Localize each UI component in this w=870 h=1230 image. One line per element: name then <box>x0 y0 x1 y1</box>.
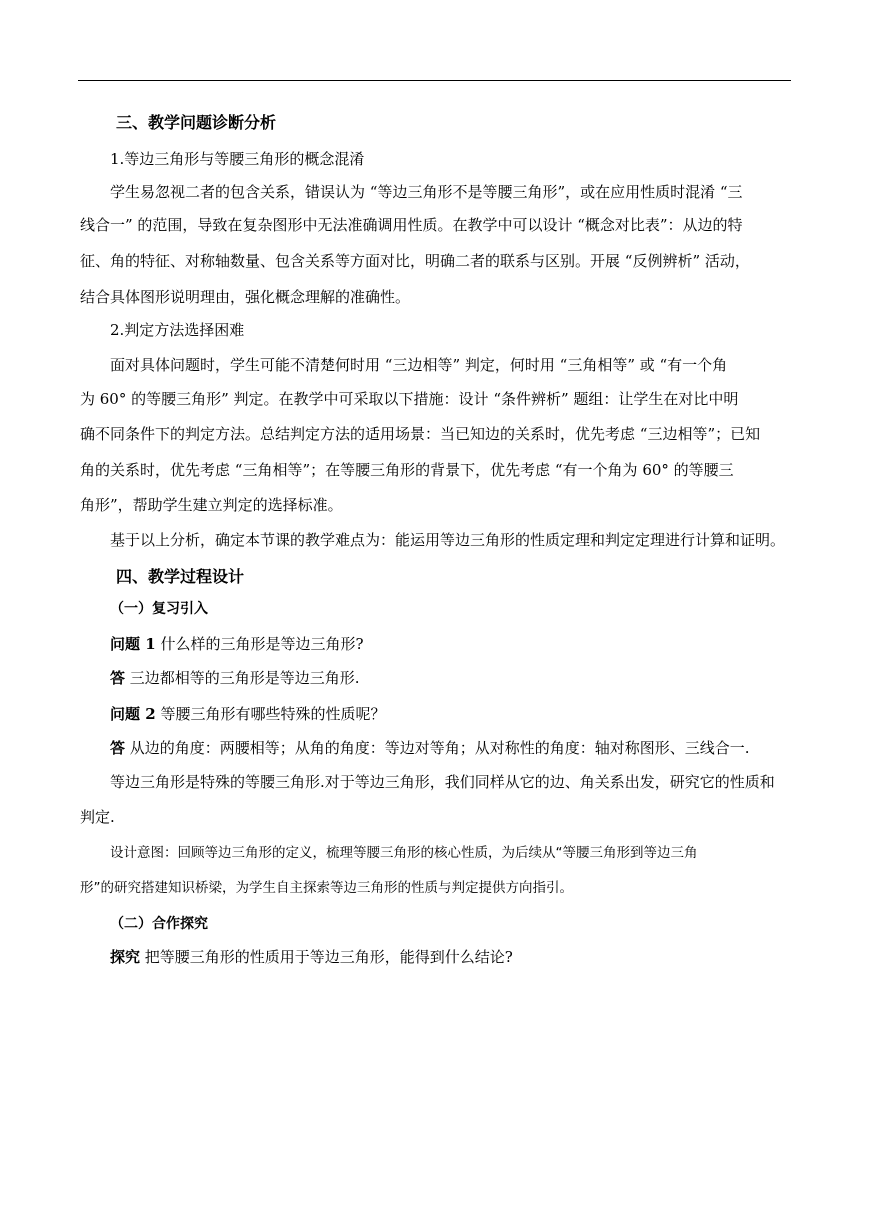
answer-1 <box>110 668 360 688</box>
part1-title: （一）复习引入 <box>110 601 208 617</box>
answer-2-label: 答 <box>110 739 126 757</box>
equilateral-paragraph-line: 等边三角形是特殊的等腰三角形.对于等边三角形，我们同样从它的边、角关系出发，研究它的性质和 <box>110 773 775 791</box>
item2-line: 角的关系时，优先考虑 “三角相等”；在等腰三角形的背景下，优先考虑 “有一个角为 60° 的等腰三 <box>80 461 734 479</box>
item1-line: 线合一” 的范围，导致在复杂图形中无法准确调用性质。在教学中可以设计 “概念对比表”：从边的特 <box>80 216 743 234</box>
question-2-text: 等腰三角形有哪些特殊的性质呢？ <box>160 705 386 723</box>
question-1-text: 什么样的三角形是等边三角形? <box>160 635 364 653</box>
answer-2 <box>110 738 750 758</box>
question-1 <box>110 634 364 654</box>
item2-line: 为 60° 的等腰三角形” 判定。在教学中可采取以下措施：设计 “条件辨析” 题组：让学生在对比中明 <box>80 390 739 408</box>
answer-1-text: 三边都相等的三角形是等边三角形. <box>129 669 360 687</box>
item1-line: 结合具体图形说明理由，强化概念理解的准确性。 <box>80 288 411 306</box>
explore-text: 把等腰三角形的性质用于等边三角形，能得到什么结论? <box>144 948 513 966</box>
section-heading-diagnosis: 三、教学问题诊断分析 <box>116 113 277 132</box>
item2-title: 2.判定方法选择困难 <box>110 321 245 339</box>
item2-line: 面对具体问题时，学生可能不清楚何时用 “三边相等” 判定，何时用 “三角相等” 或 “有一个角 <box>110 356 728 374</box>
item1-line: 学生易忽视二者的包含关系，错误认为 “等边三角形不是等腰三角形”，或在应用性质时混淆 “三 <box>110 183 743 201</box>
question-2 <box>110 704 385 724</box>
equilateral-paragraph-line: 判定. <box>80 808 115 826</box>
question-2-label: 问题 2 <box>110 705 156 723</box>
question-1-label: 问题 1 <box>110 635 156 653</box>
design-intent-line: 形”的研究搭建知识桥梁，为学生自主探索等边三角形的性质与判定提供方向指引。 <box>80 880 573 896</box>
item1-line: 征、角的特征、对称轴数量、包含关系等方面对比，明确二者的联系与区别。开展 “反例辨析” 活动， <box>80 252 750 270</box>
difficulty-conclusion: 基于以上分析，确定本节课的教学难点为：能运用等边三角形的性质定理和判定定理进行计算和证明。 <box>110 531 786 549</box>
answer-1-label: 答 <box>110 669 126 687</box>
explore-label: 探究 <box>110 948 141 966</box>
answer-2-text: 从边的角度：两腰相等；从角的角度：等边对等角；从对称性的角度：轴对称图形、三线合一. <box>129 739 750 757</box>
part2-title: （二）合作探究 <box>110 916 208 932</box>
explore-prompt <box>110 947 513 967</box>
section-heading-process: 四、教学过程设计 <box>116 567 245 586</box>
design-intent-line: 设计意图：回顾等边三角形的定义，梳理等腰三角形的核心性质，为后续从“等腰三角形到等边三角 <box>110 845 698 861</box>
item2-line: 角形”，帮助学生建立判定的选择标准。 <box>80 496 343 514</box>
header-rule <box>78 80 791 81</box>
item2-line: 确不同条件下的判定方法。总结判定方法的适用场景：当已知边的关系时，优先考虑 “三边相等”；已知 <box>80 425 761 443</box>
item1-title: 1.等边三角形与等腰三角形的概念混淆 <box>110 150 365 168</box>
